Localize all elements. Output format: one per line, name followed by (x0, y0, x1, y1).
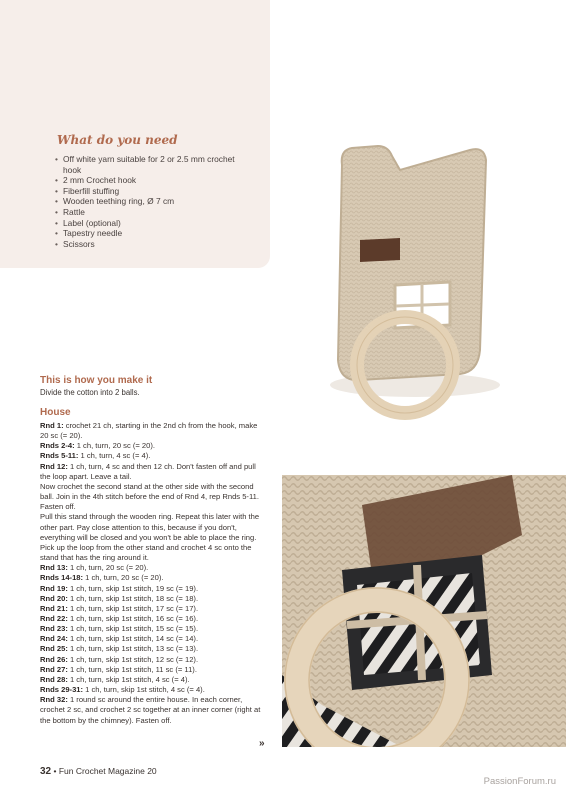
instruction-step: Rnds 2-4: 1 ch, turn, 20 sc (= 20). (40, 441, 156, 451)
instruction-step: Rnd 23: 1 ch, turn, skip 1st stitch, 15 sc (= 15). (40, 624, 199, 634)
instruction-step: Rnd 22: 1 ch, turn, skip 1st stitch, 16 sc (= 16). (40, 613, 199, 623)
instruction-step: Rnd 26: 1 ch, turn, skip 1st stitch, 12 sc (= 12). (40, 654, 199, 664)
materials-item: • Label (optional) (55, 218, 255, 229)
watermark: PassionForum.ru (483, 776, 556, 787)
closeup-photo (282, 475, 566, 747)
materials-item: • Wooden teething ring, Ø 7 cm (55, 196, 255, 207)
instruction-step: Rnds 14-18: 1 ch, turn, 20 sc (= 20). (40, 573, 164, 583)
instruction-step: Rnd 13: 1 ch, turn, 20 sc (= 20). (40, 563, 149, 573)
house-heading: House (40, 407, 71, 418)
instruction-step: Rnd 32: 1 round sc around the entire house. In each corner, crochet 2 sc, and crochet 2 sc together at an inner corner (right at the bottom by the chimney). Fasten off. (40, 695, 261, 725)
house-teether-photo (300, 110, 520, 430)
materials-item: • Fiberfill stuffing (55, 186, 255, 197)
materials-item: • Rattle (55, 207, 255, 218)
instruction-step: Rnd 28: 1 ch, turn, skip 1st stitch, 4 sc (= 4). (40, 674, 190, 684)
how-to-heading: This is how you make it (40, 375, 153, 386)
instruction-step: Rnds 29-31: 1 ch, turn, skip 1st stitch, 4 sc (= 4). (40, 685, 205, 695)
instruction-step: Now crochet the second stand at the other side with the second ball. Join in the 4th stitch before the end of Rnd 4, rep Rnds 5-11. Fasten off. (40, 481, 259, 512)
instruction-step: Rnd 21: 1 ch, turn, skip 1st stitch, 17 sc (= 17). (40, 603, 199, 613)
instruction-step: Rnd 27: 1 ch, turn, skip 1st stitch, 11 sc (= 11). (40, 664, 197, 674)
materials-item: • Tapestry needle (55, 228, 255, 239)
instruction-step: Rnd 1: crochet 21 ch, starting in the 2nd ch from the hook, make 20 sc (= 20). (40, 421, 258, 441)
page-footer (40, 766, 157, 777)
materials-item: • Off white yarn suitable for 2 or 2.5 mm crochet hook (55, 154, 255, 175)
instruction-step: Rnd 19: 1 ch, turn, skip 1st stitch, 19 sc (= 19). (40, 583, 199, 593)
materials-list (55, 154, 255, 249)
instruction-step: Rnd 20: 1 ch, turn, skip 1st stitch, 18 sc (= 18). (40, 593, 199, 603)
materials-heading: What do you need (57, 133, 178, 147)
instruction-step: Rnd 25: 1 ch, turn, skip 1st stitch, 13 sc (= 13). (40, 644, 199, 654)
magazine-name: Fun Crochet Magazine 20 (58, 766, 157, 776)
instructions (40, 421, 266, 726)
materials-item: • Scissors (55, 239, 255, 250)
label-patch (360, 238, 400, 262)
continue-arrow-icon: » (259, 738, 265, 749)
instruction-step: Rnds 5-11: 1 ch, turn, 4 sc (= 4). (40, 451, 151, 461)
how-to-intro: Divide the cotton into 2 balls. (40, 388, 140, 397)
footer-bullet: • (53, 766, 57, 776)
page-number: 32 (40, 766, 52, 777)
instruction-step: Pull this stand through the wooden ring. Repeat this later with the other part. Pay close attention to this, because if you don't, everything will be closed and you won't be able to place the ring. Pick up the loop from the other stand and crochet 4 sc onto the stand that has the ring around it. (40, 512, 260, 563)
instruction-step: Rnd 12: 1 ch, turn, 4 sc and then 12 ch. Don't fasten off and pull the loop apart. Leave a tail. (40, 461, 256, 481)
instruction-step: Rnd 24: 1 ch, turn, skip 1st stitch, 14 sc (= 14). (40, 634, 199, 644)
materials-item: • 2 mm Crochet hook (55, 175, 255, 186)
